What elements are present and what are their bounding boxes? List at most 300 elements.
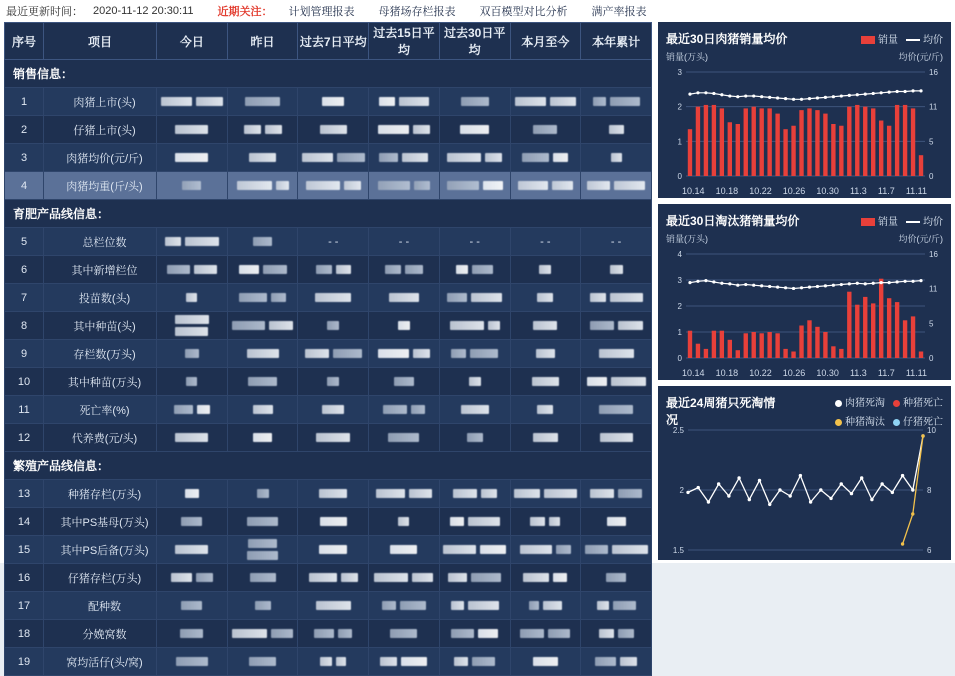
table-cell-value: [510, 592, 581, 620]
masked-value: [249, 153, 276, 162]
masked-value: [394, 377, 414, 386]
table-cell-value: [157, 312, 228, 340]
table-cell-item: 窝均活仔(头/窝): [44, 648, 157, 676]
table-cell-index: 12: [5, 424, 44, 452]
masked-value: [316, 433, 350, 442]
masked-value: [327, 377, 339, 386]
table-cell-value: [439, 424, 510, 452]
masked-value: [451, 629, 474, 638]
table-cell-value: [298, 480, 369, 508]
masked-value: [237, 181, 272, 190]
table-cell-value: [298, 284, 369, 312]
table-cell-value: [227, 368, 298, 396]
table-row[interactable]: [5, 536, 652, 564]
masked-value: [552, 181, 573, 190]
table-cell-value: [581, 396, 652, 424]
legend-label: 仔猪死亡: [903, 417, 943, 428]
table-cell-index: 2: [5, 116, 44, 144]
masked-value: [483, 181, 503, 190]
masked-value: [614, 181, 645, 190]
table-cell-value: [369, 284, 440, 312]
table-header-row: [5, 23, 652, 60]
chart-pig-sales-plot: [664, 66, 945, 180]
masked-value: [607, 517, 626, 526]
masked-value: [413, 125, 430, 134]
table-cell-empty: - -: [510, 228, 581, 256]
focus-link-sow-farm-report[interactable]: 母猪场存栏报表: [378, 6, 456, 18]
table-cell-value: [157, 564, 228, 592]
masked-value: [175, 125, 208, 134]
card1-ylabel-left: 销量(万头): [666, 52, 708, 62]
x-tick-label: 10.14: [682, 368, 705, 378]
table-cell-value: [298, 508, 369, 536]
masked-value: [276, 181, 289, 190]
x-tick-label: 10.18: [715, 186, 739, 196]
masked-value: [456, 265, 468, 274]
legend-label-price-2: 均价: [923, 217, 943, 228]
col-header-avg15: 过去15日平均: [369, 23, 440, 60]
svg-text:6: 6: [927, 546, 932, 555]
col-header-avg30: 过去30日平均: [439, 23, 510, 60]
x-tick-label: 10.26: [782, 368, 806, 378]
table-cell-value: [581, 116, 652, 144]
svg-text:2.5: 2.5: [672, 426, 684, 435]
card-cull-sales-chart: [658, 204, 951, 380]
masked-value: [556, 545, 571, 554]
table-row[interactable]: [5, 172, 652, 200]
table-cell-value: [298, 620, 369, 648]
masked-value: [263, 265, 287, 274]
table-cell-value: [369, 116, 440, 144]
table-cell-value: [439, 508, 510, 536]
legend-item-volume-2[interactable]: [861, 213, 898, 228]
masked-value: [443, 545, 476, 554]
masked-value: [468, 517, 500, 526]
svg-text:0: 0: [929, 354, 934, 362]
masked-value: [612, 545, 648, 554]
svg-text:5: 5: [929, 319, 934, 329]
masked-value: [399, 97, 429, 106]
table-cell-value: [298, 536, 369, 564]
table-cell-value: [298, 648, 369, 676]
masked-value: [253, 237, 272, 246]
table-cell-value: [157, 592, 228, 620]
table-row[interactable]: [5, 116, 652, 144]
masked-value: [520, 629, 544, 638]
x-tick-label: 10.30: [816, 368, 839, 378]
masked-value: [593, 97, 606, 106]
table-cell-item: 种猪存栏(万头): [44, 480, 157, 508]
masked-value: [411, 405, 425, 414]
masked-value: [611, 153, 622, 162]
table-row[interactable]: [5, 424, 652, 452]
card1-ylabel-right: 均价(元/斤): [898, 52, 943, 62]
top-status-bar: [0, 0, 955, 22]
table-row[interactable]: [5, 648, 652, 676]
table-cell-value: [581, 592, 652, 620]
update-time-value: 2020-11-12 20:30:11: [93, 5, 194, 17]
legend-label: 种猪淘汰: [845, 417, 885, 428]
legend-item-0[interactable]: [835, 394, 885, 409]
table-cell-value: [157, 648, 228, 676]
table-cell-value: [369, 592, 440, 620]
masked-value: [461, 405, 489, 414]
masked-value: [587, 181, 610, 190]
table-cell-value: [581, 508, 652, 536]
table-cell-value: [227, 536, 298, 564]
table-cell-item: 仔猪存栏(万头): [44, 564, 157, 592]
masked-value: [239, 293, 267, 302]
table-cell-value: [510, 424, 581, 452]
masked-value: [239, 265, 259, 274]
masked-value: [379, 153, 398, 162]
table-cell-index: 6: [5, 256, 44, 284]
table-cell-value: [581, 312, 652, 340]
legend-item-1[interactable]: [893, 394, 943, 409]
masked-value: [182, 181, 201, 190]
masked-value: [175, 315, 209, 324]
masked-value: [322, 405, 344, 414]
table-cell-value: [157, 284, 228, 312]
col-header-month: 本月至今: [510, 23, 581, 60]
card2-title: 最近30日淘汰猪销量均价: [666, 214, 800, 228]
masked-value: [247, 517, 278, 526]
masked-value: [180, 629, 203, 638]
table-cell-index: 10: [5, 368, 44, 396]
masked-value: [544, 489, 577, 498]
table-cell-value: [227, 228, 298, 256]
focus-link-plan-report[interactable]: 计划管理报表: [288, 6, 355, 18]
svg-text:16: 16: [929, 68, 938, 77]
x-tick-label: 10.14: [682, 186, 705, 196]
masked-value: [478, 629, 498, 638]
masked-value: [401, 657, 427, 666]
table-cell-value: [510, 648, 581, 676]
masked-value: [413, 349, 430, 358]
masked-value: [186, 377, 197, 386]
masked-value: [405, 265, 423, 274]
masked-value: [472, 657, 495, 666]
masked-value: [257, 489, 269, 498]
table-cell-value: [510, 340, 581, 368]
masked-value: [618, 489, 642, 498]
table-cell-value: [157, 144, 228, 172]
table-cell-value: [510, 172, 581, 200]
masked-value: [611, 377, 646, 386]
masked-value: [590, 293, 606, 302]
table-cell-value: [369, 312, 440, 340]
table-cell-value: [157, 172, 228, 200]
svg-text:1: 1: [677, 137, 682, 147]
masked-value: [398, 321, 410, 330]
masked-value: [336, 265, 351, 274]
masked-value: [232, 321, 265, 330]
masked-value: [175, 153, 208, 162]
card2-ylabel-right: 均价(元/斤): [898, 234, 943, 244]
table-cell-value: [227, 172, 298, 200]
table-cell-index: 4: [5, 172, 44, 200]
masked-value: [550, 97, 576, 106]
card1-title: 最近30日肉猪销量均价: [666, 32, 788, 46]
masked-value: [412, 573, 433, 582]
svg-text:8: 8: [927, 486, 932, 495]
table-cell-value: [227, 340, 298, 368]
masked-value: [383, 405, 407, 414]
table-cell-value: [510, 396, 581, 424]
masked-value: [232, 629, 267, 638]
legend-item-price-2[interactable]: [906, 213, 943, 228]
col-header-no: 序号: [5, 23, 44, 60]
masked-value: [319, 545, 347, 554]
svg-text:1: 1: [677, 328, 682, 337]
masked-value: [595, 657, 616, 666]
masked-value: [327, 321, 339, 330]
table-cell-value: [227, 424, 298, 452]
table-cell-value: [227, 648, 298, 676]
table-cell-item: 肉猪均价(元/斤): [44, 144, 157, 172]
table-section-title: 销售信息：: [5, 60, 652, 88]
legend-item-volume[interactable]: [861, 31, 898, 46]
masked-value: [553, 153, 568, 162]
table-cell-item: 其中种苗(头): [44, 312, 157, 340]
masked-value: [309, 573, 337, 582]
table-cell-value: [439, 396, 510, 424]
masked-value: [315, 293, 351, 302]
table-cell-index: 5: [5, 228, 44, 256]
masked-value: [450, 517, 464, 526]
svg-text:0: 0: [677, 354, 682, 362]
masked-value: [518, 181, 548, 190]
masked-value: [454, 657, 468, 666]
masked-value: [451, 349, 466, 358]
table-cell-item: 代养费(元/头): [44, 424, 157, 452]
svg-text:1.5: 1.5: [672, 546, 684, 555]
svg-text:2: 2: [679, 486, 684, 495]
table-cell-index: 7: [5, 284, 44, 312]
masked-value: [374, 573, 408, 582]
masked-value: [378, 349, 409, 358]
x-tick-label: 10.30: [816, 186, 839, 196]
svg-text:11: 11: [929, 102, 938, 112]
table-cell-index: 15: [5, 536, 44, 564]
masked-value: [610, 265, 623, 274]
table-row[interactable]: [5, 256, 652, 284]
table-row[interactable]: [5, 396, 652, 424]
table-cell-value: [581, 424, 652, 452]
masked-value: [539, 265, 551, 274]
table-cell-item: 总栏位数: [44, 228, 157, 256]
table-row[interactable]: [5, 340, 652, 368]
table-cell-value: [439, 340, 510, 368]
masked-value: [175, 545, 208, 554]
table-cell-value: [581, 284, 652, 312]
table-row[interactable]: [5, 228, 652, 256]
table-cell-value: [510, 312, 581, 340]
table-section-row: [5, 200, 652, 228]
table-cell-value: [157, 620, 228, 648]
table-cell-item: 仔猪上市(头): [44, 116, 157, 144]
table-row[interactable]: [5, 284, 652, 312]
masked-value: [610, 293, 643, 302]
masked-value: [316, 601, 351, 610]
masked-value: [453, 489, 477, 498]
masked-value: [460, 125, 489, 134]
masked-value: [450, 321, 484, 330]
masked-value: [514, 489, 540, 498]
update-time-label: 最近更新时间：: [6, 6, 83, 18]
table-cell-value: [369, 536, 440, 564]
table-cell-value: [439, 116, 510, 144]
card3-legend: [778, 394, 943, 428]
masked-value: [305, 349, 329, 358]
table-cell-item: 其中PS基母(万头): [44, 508, 157, 536]
table-cell-value: [227, 88, 298, 116]
col-header-avg7: 过去7日平均: [298, 23, 369, 60]
table-cell-value: [439, 88, 510, 116]
legend-label-volume-2: 销量: [878, 217, 898, 228]
metrics-table-panel: [4, 22, 652, 669]
masked-value: [248, 539, 277, 548]
masked-value: [322, 97, 344, 106]
svg-text:2: 2: [677, 102, 682, 112]
table-cell-value: [581, 144, 652, 172]
legend-label-volume: 销量: [878, 35, 898, 46]
table-cell-value: [581, 368, 652, 396]
focus-link-model-comparison[interactable]: 双百模型对比分析: [479, 6, 568, 18]
masked-value: [481, 489, 497, 498]
table-cell-value: [369, 620, 440, 648]
table-cell-index: 19: [5, 648, 44, 676]
table-cell-index: 9: [5, 340, 44, 368]
table-cell-value: [298, 564, 369, 592]
table-cell-value: [439, 564, 510, 592]
table-cell-empty: - -: [581, 228, 652, 256]
table-row[interactable]: [5, 88, 652, 116]
table-cell-empty: - -: [369, 228, 440, 256]
masked-value: [590, 489, 614, 498]
table-row[interactable]: [5, 620, 652, 648]
table-cell-value: [298, 396, 369, 424]
table-cell-value: [581, 620, 652, 648]
table-row[interactable]: [5, 312, 652, 340]
masked-value: [306, 181, 340, 190]
svg-text:0: 0: [677, 172, 682, 180]
table-cell-index: 14: [5, 508, 44, 536]
masked-value: [181, 601, 202, 610]
table-cell-value: [439, 312, 510, 340]
masked-value: [447, 181, 479, 190]
masked-value: [185, 237, 219, 246]
masked-value: [447, 293, 467, 302]
table-cell-value: [157, 368, 228, 396]
table-row[interactable]: [5, 508, 652, 536]
masked-value: [618, 629, 634, 638]
masked-value: [468, 601, 499, 610]
masked-value: [244, 125, 261, 134]
masked-value: [319, 489, 347, 498]
table-row[interactable]: [5, 144, 652, 172]
x-tick-label: 11.7: [877, 368, 895, 378]
masked-value: [336, 657, 346, 666]
legend-swatch-line-icon: [906, 39, 920, 41]
card3-head: [666, 394, 943, 428]
table-row[interactable]: [5, 592, 652, 620]
x-tick-label: 11.3: [849, 186, 867, 196]
table-cell-value: [369, 396, 440, 424]
table-cell-value: [581, 172, 652, 200]
card2-head: [666, 212, 943, 229]
masked-value: [265, 125, 282, 134]
legend-label: 种猪死亡: [903, 398, 943, 409]
masked-value: [316, 265, 332, 274]
masked-value: [250, 573, 276, 582]
table-cell-value: [581, 536, 652, 564]
x-tick-label: 11.11: [905, 186, 927, 196]
table-cell-value: [439, 368, 510, 396]
table-row[interactable]: [5, 564, 652, 592]
masked-value: [390, 629, 417, 638]
table-cell-value: [369, 424, 440, 452]
masked-value: [471, 573, 501, 582]
masked-value: [523, 573, 549, 582]
masked-value: [600, 433, 633, 442]
masked-value: [194, 265, 217, 274]
table-cell-value: [298, 144, 369, 172]
table-cell-index: 18: [5, 620, 44, 648]
col-header-year: 本年累计: [581, 23, 652, 60]
chart-pig-sales-xaxis: [664, 186, 945, 196]
legend-item-price[interactable]: [906, 31, 943, 46]
table-cell-value: [510, 508, 581, 536]
table-cell-value: [439, 284, 510, 312]
masked-value: [537, 405, 553, 414]
table-cell-value: [581, 648, 652, 676]
table-row[interactable]: [5, 368, 652, 396]
table-cell-value: [298, 88, 369, 116]
table-cell-value: [581, 256, 652, 284]
table-cell-value: [510, 88, 581, 116]
legend-label: 肉猪死淘: [845, 398, 885, 409]
svg-text:2: 2: [677, 302, 682, 311]
x-tick-label: 11.3: [849, 368, 867, 378]
masked-value: [533, 321, 557, 330]
masked-value: [549, 517, 560, 526]
table-cell-value: [581, 480, 652, 508]
masked-value: [613, 601, 636, 610]
focus-link-capacity-report[interactable]: 满产率报表: [591, 6, 647, 18]
legend-swatch-bar-icon: [861, 36, 875, 44]
table-cell-value: [369, 564, 440, 592]
table-cell-value: [369, 256, 440, 284]
table-cell-item: 死亡率(%): [44, 396, 157, 424]
table-cell-value: [227, 284, 298, 312]
table-cell-item: 其中种苗(万头): [44, 368, 157, 396]
table-cell-item: 存栏数(万头): [44, 340, 157, 368]
masked-value: [398, 517, 409, 526]
table-cell-value: [439, 172, 510, 200]
masked-value: [186, 293, 197, 302]
table-row[interactable]: [5, 480, 652, 508]
table-cell-item: 分娩窝数: [44, 620, 157, 648]
table-cell-index: 13: [5, 480, 44, 508]
masked-value: [271, 629, 293, 638]
table-cell-value: [439, 620, 510, 648]
masked-value: [253, 405, 273, 414]
masked-value: [167, 265, 190, 274]
svg-text:4: 4: [677, 250, 682, 259]
table-cell-value: [157, 256, 228, 284]
masked-value: [247, 349, 279, 358]
